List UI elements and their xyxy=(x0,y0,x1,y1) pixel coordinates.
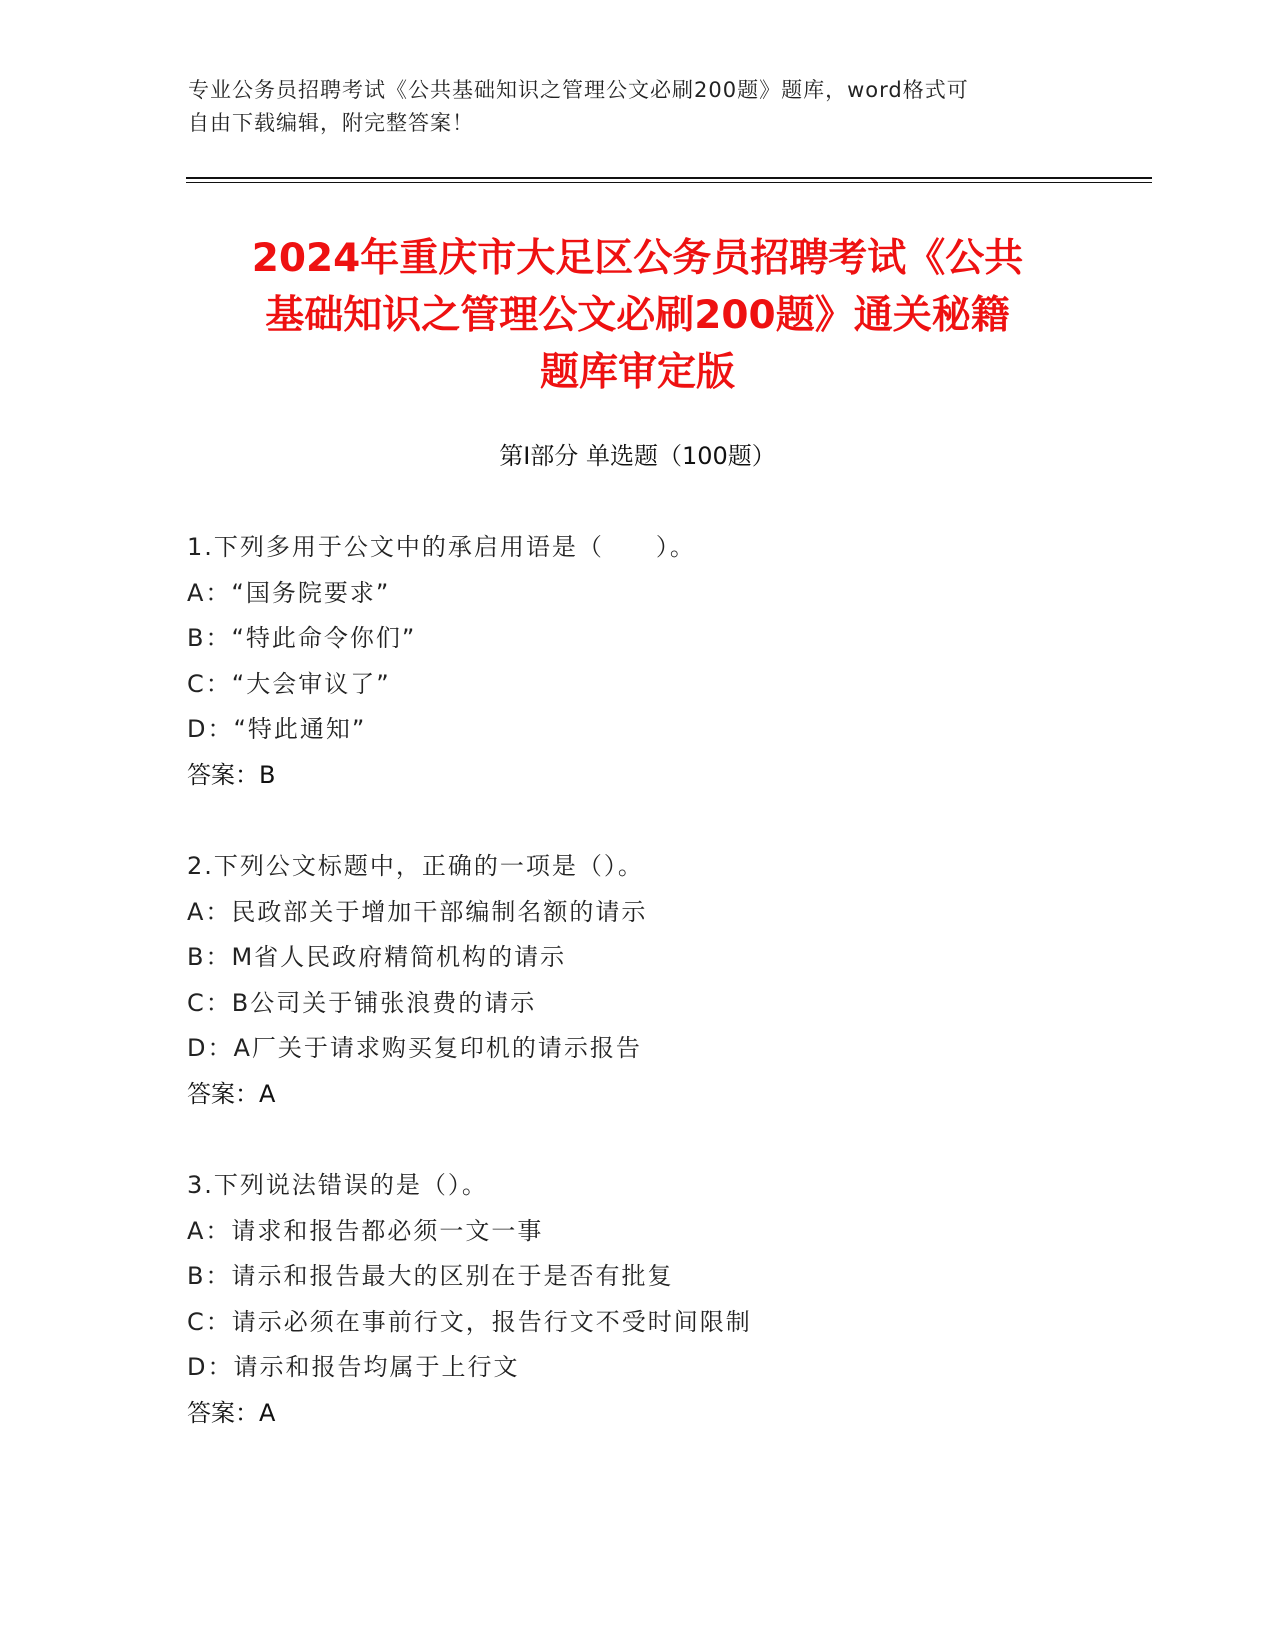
title-line-2: 基础知识之管理公文必刷200题》通关秘籍 xyxy=(265,293,1010,338)
option-c: C：“大会审议了” xyxy=(187,669,391,698)
answer: 答案：B xyxy=(187,760,276,789)
header-divider xyxy=(186,177,1152,179)
answer: 答案：A xyxy=(187,1398,276,1427)
title-line-3: 题库审定版 xyxy=(539,350,735,395)
header-note-line-2: 自由下载编辑，附完整答案！ xyxy=(188,111,474,135)
option-c: C：B公司关于铺张浪费的请示 xyxy=(187,988,537,1017)
option-a: A：“国务院要求” xyxy=(187,578,391,607)
question-2 xyxy=(187,844,1107,1117)
question-3 xyxy=(187,1163,1107,1436)
header-note-line-1: 专业公务员招聘考试《公共基础知识之管理公文必刷200题》题库，word格式可 xyxy=(188,78,969,102)
section-title: 第Ⅰ部分 单选题（100题） xyxy=(499,442,776,470)
document-title xyxy=(160,230,1115,401)
question-1 xyxy=(187,525,1107,798)
option-b: B：M省人民政府精简机构的请示 xyxy=(187,943,567,971)
question-stem: 1.下列多用于公文中的承启用语是（ ）。 xyxy=(187,533,696,561)
question-list xyxy=(187,525,1107,1482)
option-b: B：请示和报告最大的区别在于是否有批复 xyxy=(187,1262,674,1290)
answer: 答案：A xyxy=(187,1079,276,1108)
header-note xyxy=(188,74,1088,140)
option-d: D：“特此通知” xyxy=(187,715,367,743)
option-c: C：请示必须在事前行文，报告行文不受时间限制 xyxy=(187,1307,752,1336)
option-b: B：“特此命令你们” xyxy=(187,624,417,652)
title-line-1: 2024年重庆市大足区公务员招聘考试《公共 xyxy=(251,236,1024,281)
header-divider-thin xyxy=(186,182,1152,183)
question-stem: 2.下列公文标题中，正确的一项是（）。 xyxy=(187,852,644,880)
question-stem: 3.下列说法错误的是（）。 xyxy=(187,1171,488,1199)
option-d: D：请示和报告均属于上行文 xyxy=(187,1353,520,1381)
option-d: D：A厂关于请求购买复印机的请示报告 xyxy=(187,1034,642,1062)
option-a: A：民政部关于增加干部编制名额的请示 xyxy=(187,897,648,926)
option-a: A：请求和报告都必须一文一事 xyxy=(187,1216,544,1245)
